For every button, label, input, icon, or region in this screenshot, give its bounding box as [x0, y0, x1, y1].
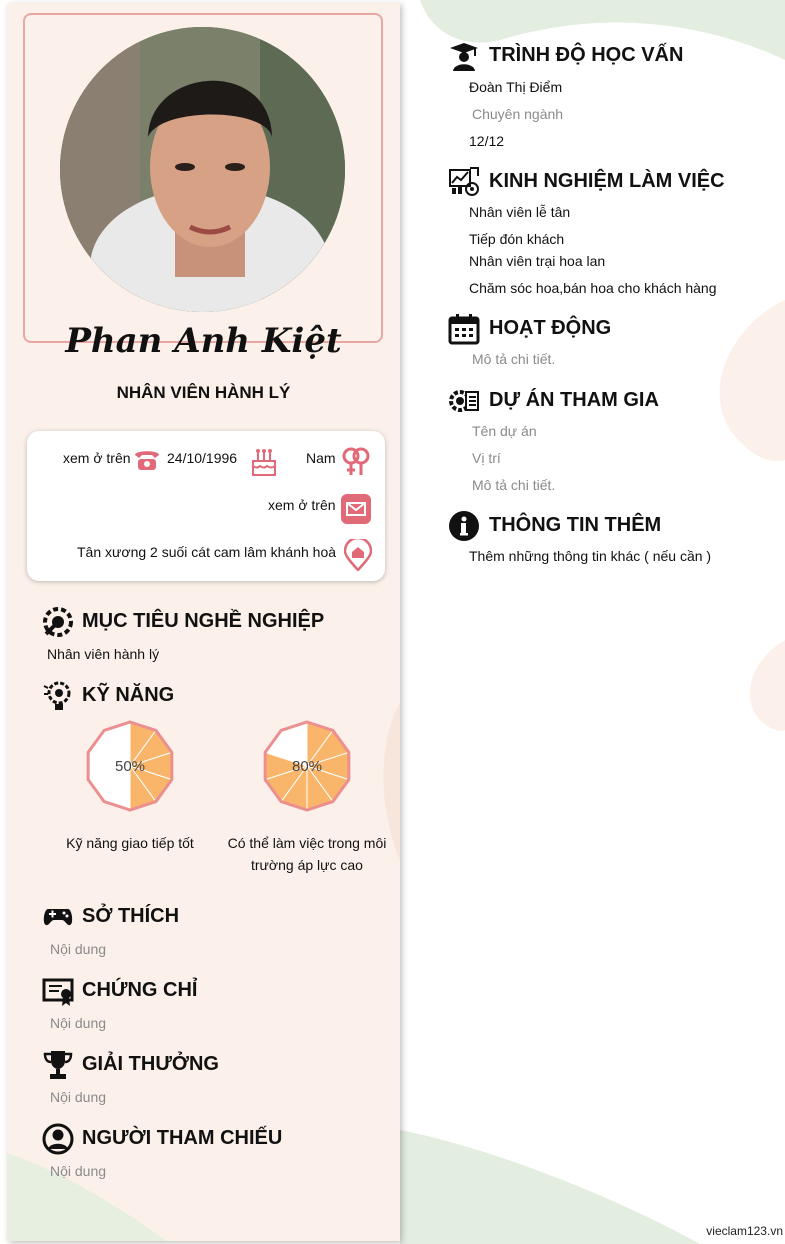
home-location-icon: [344, 539, 372, 571]
education-title: TRÌNH ĐỘ HỌC VẤN: [489, 44, 684, 66]
hobbies-title: SỞ THÍCH: [82, 905, 180, 927]
additional-info-content: Thêm những thông tin khác ( nếu cần ): [469, 548, 712, 564]
projects-title: DỰ ÁN THAM GIA: [489, 389, 659, 411]
skill-label-pressure: Có thể làm việc trong môi trường áp lực cao: [227, 835, 387, 873]
birthday-cake-icon: [250, 447, 278, 477]
birthday-text: 24/10/1996: [167, 450, 238, 466]
experience-item: Nhân viên lễ tân: [469, 204, 571, 220]
gender-icon: [340, 445, 372, 477]
education-major: Chuyên ngành: [472, 106, 564, 122]
skill-percent-pressure: 80%: [291, 758, 323, 775]
objective-title: MỤC TIÊU NGHỀ NGHIỆP: [82, 610, 325, 632]
project-gear-icon: [448, 385, 480, 417]
avatar: [60, 27, 345, 312]
references-content: Nội dung: [50, 1163, 107, 1179]
profile-name: Phan Anh Kiệt: [65, 321, 342, 361]
project-role: Vị trí: [472, 450, 501, 466]
education-school: Đoàn Thị Điểm: [469, 79, 563, 95]
left-panel: [7, 3, 400, 1241]
contact-card: [27, 431, 385, 581]
address-text: Tân xương 2 suối cát cam lâm khánh hoà: [77, 544, 337, 560]
certificates-title: CHỨNG CHỈ: [82, 979, 198, 1001]
activities-title: HOẠT ĐỘNG: [489, 317, 612, 339]
email-icon: [341, 494, 371, 524]
skill-percent-communication: 50%: [114, 758, 146, 775]
work-chart-icon: [448, 166, 480, 198]
calendar-icon: [448, 313, 480, 345]
certificate-icon: [42, 975, 74, 1007]
education-grade: 12/12: [469, 133, 505, 149]
project-description: Mô tả chi tiết.: [472, 477, 556, 493]
objective-content: Nhân viên hành lý: [47, 646, 160, 662]
info-icon: [448, 510, 480, 542]
awards-title: GIẢI THƯỞNG: [82, 1053, 219, 1075]
user-circle-icon: [42, 1123, 74, 1155]
experience-title: KINH NGHIỆM LÀM VIỆC: [489, 170, 725, 192]
site-credit: vieclam123.vn: [706, 1224, 783, 1238]
awards-content: Nội dung: [50, 1089, 107, 1105]
experience-item: Chăm sóc hoa,bán hoa cho khách hàng: [469, 280, 717, 296]
trophy-icon: [42, 1049, 74, 1081]
certificates-content: Nội dung: [50, 1015, 107, 1031]
email-text: xem ở trên: [268, 497, 336, 513]
activities-content: Mô tả chi tiết.: [472, 351, 556, 367]
project-name: Tên dự án: [472, 423, 537, 439]
skill-label-communication: Kỹ năng giao tiếp tốt: [66, 835, 194, 851]
skills-lightbulb-gear-icon: [42, 680, 74, 712]
hobbies-content: Nội dung: [50, 941, 107, 957]
references-title: NGƯỜI THAM CHIẾU: [82, 1127, 283, 1149]
phone-text: xem ở trên: [63, 450, 131, 466]
graduation-cap-icon: [448, 40, 480, 72]
phone-icon: [132, 447, 162, 473]
experience-item: Nhân viên trại hoa lan: [469, 253, 606, 269]
tools-icon: [42, 606, 74, 638]
gender-text: Nam: [306, 450, 336, 466]
experience-item: Tiếp đón khách: [469, 231, 565, 247]
skills-title: KỸ NĂNG: [82, 684, 175, 706]
job-title: NHÂN VIÊN HÀNH LÝ: [116, 383, 291, 402]
gamepad-icon: [42, 900, 74, 932]
additional-info-title: THÔNG TIN THÊM: [489, 514, 662, 536]
